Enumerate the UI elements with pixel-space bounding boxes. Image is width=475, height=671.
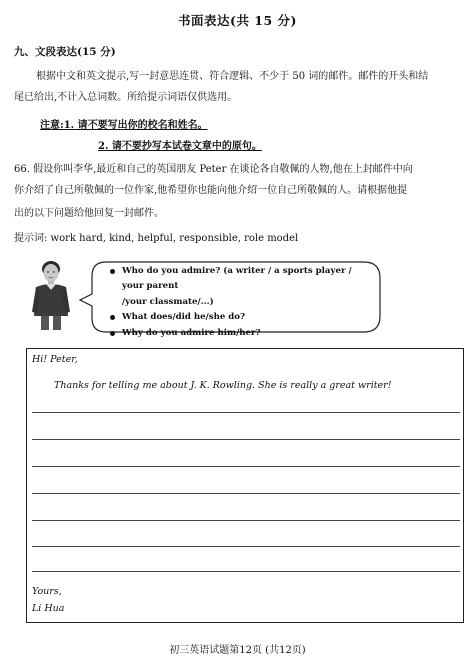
note-1: 注意:1. 请不要写出你的校名和姓名。 bbox=[40, 120, 208, 131]
question-line-1: 66. 假设你叫李华,最近和自己的英国朋友 Peter 在谈论各自敬佩的人物,他在上封邮件中向 bbox=[14, 164, 413, 175]
instruction-line-2: 尾已给出,不计入总词数。所给提示词语仅供选用。 bbox=[14, 92, 238, 103]
boy-photo bbox=[26, 256, 76, 330]
answer-line[interactable] bbox=[32, 439, 460, 440]
question-line-3: 出的以下问题给他回复一封邮件。 bbox=[14, 208, 164, 219]
bubble-item: /your classmate/...) bbox=[122, 296, 214, 307]
answer-line[interactable] bbox=[32, 466, 460, 467]
letter-given-sentence: Thanks for telling me about J. K. Rowling. She is really a great writer! bbox=[54, 380, 392, 391]
page-footer: 初三英语试题第12页 (共12页) bbox=[169, 645, 306, 656]
instruction-line-1: 根据中文和英文提示,写一封意思连贯、符合逻辑、不少于 50 词的邮件。邮件的开头和结 bbox=[36, 71, 429, 82]
letter-signature: Li Hua bbox=[32, 603, 65, 614]
answer-line[interactable] bbox=[32, 546, 460, 547]
prompt-words: 提示词: work hard, kind, helpful, responsible, role model bbox=[14, 233, 299, 244]
letter-greeting: Hi! Peter, bbox=[32, 354, 78, 365]
note-2: 2. 请不要抄写本试卷文章中的原句。 bbox=[98, 141, 262, 152]
page-title: 书面表达(共 15 分) bbox=[178, 13, 297, 28]
bubble-item: Why do you admire him/her? bbox=[110, 326, 370, 341]
answer-line[interactable] bbox=[32, 412, 460, 413]
answer-line[interactable] bbox=[32, 571, 460, 572]
answer-line[interactable] bbox=[32, 520, 460, 521]
bubble-questions bbox=[110, 264, 370, 341]
letter-closing: Yours, bbox=[32, 586, 62, 597]
bubble-item: Who do you admire? (a writer / a sports player / your parent bbox=[110, 264, 370, 295]
section-heading: 九、文段表达(15 分) bbox=[14, 46, 116, 58]
bubble-item: What does/did he/she do? bbox=[110, 310, 370, 325]
question-line-2: 你介绍了自己所敬佩的一位作家,他希望你也能向他介绍一位自己所敬佩的人。请根据他提 bbox=[14, 185, 408, 196]
answer-line[interactable] bbox=[32, 493, 460, 494]
